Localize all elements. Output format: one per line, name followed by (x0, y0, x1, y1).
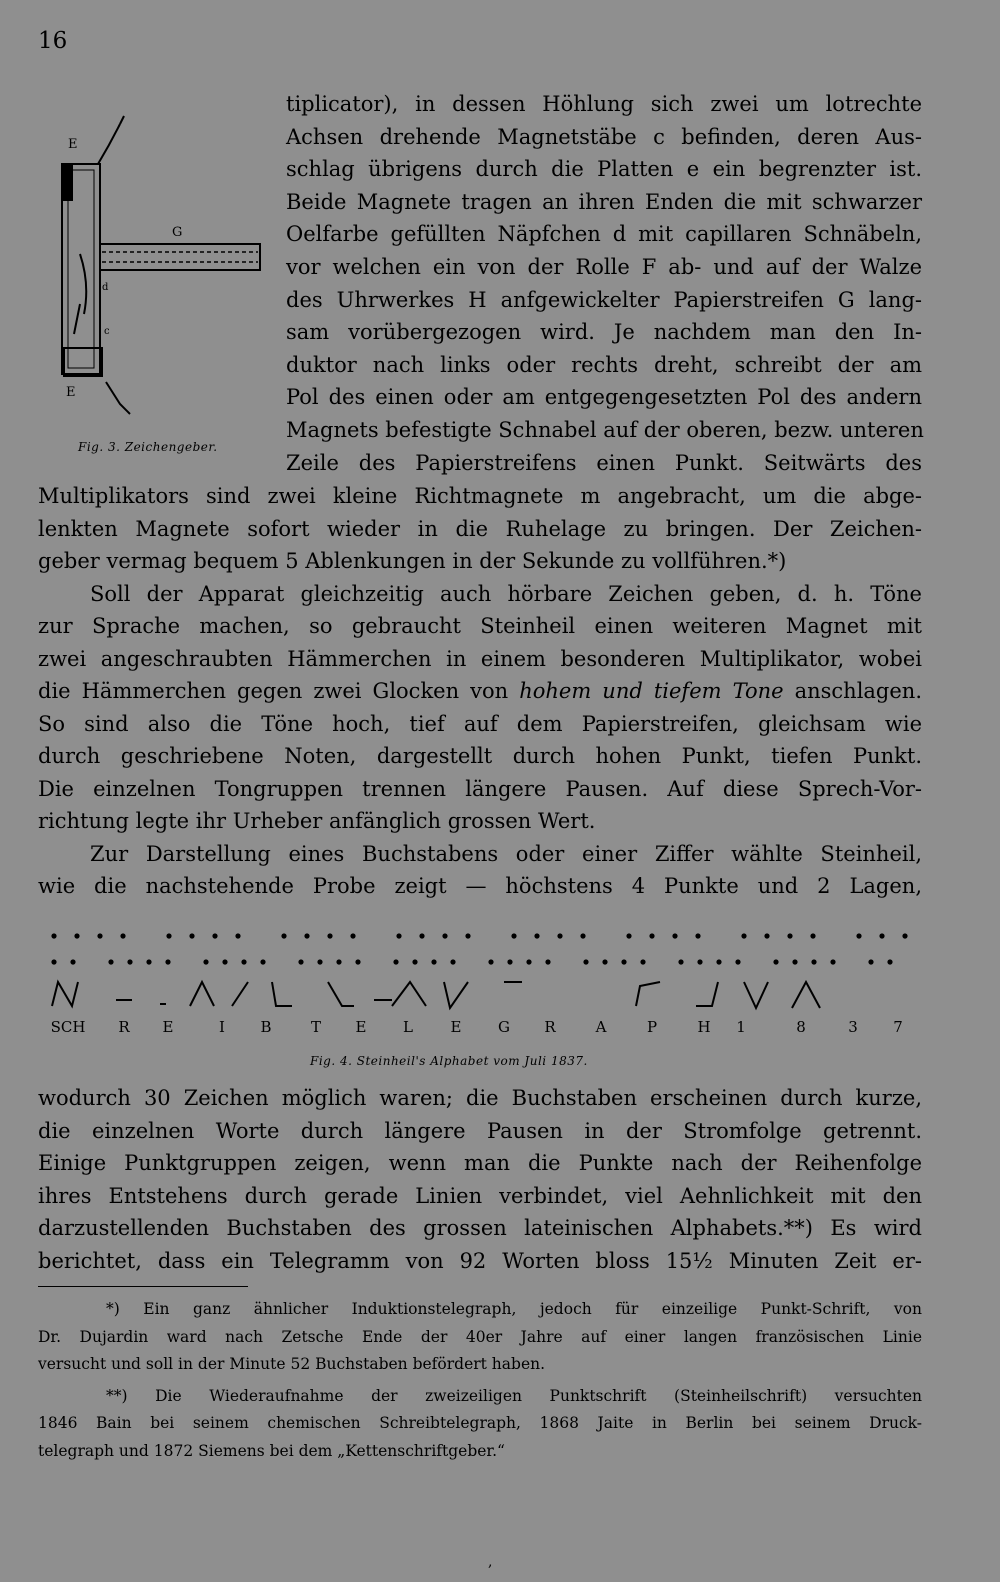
signal-dot (203, 959, 208, 964)
text-line: lenkten Magnete sofort wieder in die Ruhelage zu bringen. Der Zeichen- (38, 516, 922, 541)
signal-dot (887, 959, 892, 964)
alphabet-glyph-stroke (52, 982, 78, 1006)
signal-dot (304, 933, 309, 938)
signal-dot (583, 959, 588, 964)
signal-dot (716, 959, 721, 964)
signal-dot (108, 959, 113, 964)
alphabet-glyph-stroke (792, 982, 820, 1008)
signal-dot (241, 959, 246, 964)
signal-dot (787, 933, 792, 938)
signal-dot (442, 933, 447, 938)
signal-dot (393, 959, 398, 964)
alphabet-letter: E (162, 1018, 174, 1036)
footnote-line: 1846 Bain bei seinem chemischen Schreibtelegraph, 1868 Jaite in Berlin bei seinem Druck- (38, 1414, 922, 1432)
signal-dot (735, 959, 740, 964)
alphabet-letter: E (355, 1018, 367, 1036)
footnote-line: **) Die Wiederaufnahme der zweizeiligen Punktschrift (Steinheilschrift) versuchten (106, 1386, 922, 1405)
text-line: die einzelnen Worte durch längere Pausen in der Stromfolge getrennt. (38, 1118, 922, 1143)
signal-dot (695, 933, 700, 938)
signal-dot (412, 959, 417, 964)
signal-dot (856, 933, 861, 938)
alphabet-letter: H (697, 1018, 711, 1036)
text-line: berichtet, dass ein Telegramm von 92 Worten bloss 15½ Minuten Zeit er- (38, 1249, 922, 1273)
text-line: Oelfarbe gefüllten Näpfchen d mit capillaren Schnäbeln, (286, 222, 922, 247)
signal-dot (626, 933, 631, 938)
signal-dot (127, 959, 132, 964)
text-line: ihres Entstehens durch gerade Linien verbindet, viel Aehnlichkeit mit den (38, 1183, 922, 1208)
text-line: tiplicator), in dessen Höhlung sich zwei um lotrechte (286, 92, 922, 116)
alphabet-glyph-stroke (328, 982, 354, 1006)
alphabet-glyph-stroke (392, 982, 426, 1006)
footnote-line: versucht und soll in der Minute 52 Buchstaben befördert haben. (38, 1355, 546, 1373)
signal-dot (51, 933, 56, 938)
signal-dot (222, 959, 227, 964)
text-line: Beide Magnete tragen an ihren Enden die mit schwarzer (286, 189, 922, 214)
signal-dot (146, 959, 151, 964)
text-line: schlag übrigens durch die Platten e ein begrenzter ist. (286, 157, 922, 182)
signal-dot (830, 959, 835, 964)
alphabet-glyph-stroke (636, 982, 660, 1006)
text-line: sam vorübergezogen wird. Je nachdem man den In- (286, 320, 922, 345)
alphabet-letter: T (310, 1018, 322, 1036)
signal-dot (902, 933, 907, 938)
signal-dot (70, 959, 75, 964)
text-run: die Hämmerchen gegen zwei Glocken von (38, 679, 520, 703)
text-line: Magnets befestigte Schnabel auf der oberen, bezw. unteren (286, 418, 924, 442)
signal-dot (545, 959, 550, 964)
signal-dot (511, 933, 516, 938)
signal-dot (580, 933, 585, 938)
signal-dot (764, 933, 769, 938)
signal-dot (640, 959, 645, 964)
signal-dot (810, 933, 815, 938)
italic-run: hohem und tiefem Tone (519, 679, 784, 703)
alphabet-glyph-stroke (744, 982, 768, 1008)
alphabet-letter: SCH (50, 1018, 86, 1036)
alphabet-letter: G (498, 1018, 510, 1036)
figure-4-alphabet (36, 926, 926, 1054)
signal-dot (621, 959, 626, 964)
text-line: Achsen drehende Magnetstäbe c befinden, deren Aus- (286, 124, 922, 149)
alphabet-letter: R (544, 1018, 556, 1036)
signal-dot (534, 933, 539, 938)
text-line (38, 679, 922, 703)
signal-dot (355, 959, 360, 964)
text-line: vor welchen ein von der Rolle F ab- und auf der Walze (286, 255, 922, 279)
alphabet-letter: E (450, 1018, 462, 1036)
signal-dot (51, 959, 56, 964)
text-line: des Uhrwerkes H anfgewickelter Papierstreifen G lang- (286, 287, 922, 312)
label-c: c (104, 326, 110, 337)
text-line: Die einzelnen Tongruppen trennen längere Pausen. Auf diese Sprech-Vor- (38, 776, 922, 801)
text-line: Zeile des Papierstreifens einen Punkt. Seitwärts des (286, 450, 922, 475)
figure-3-zeichengeber (50, 104, 270, 464)
footnote-line: *) Ein ganz ähnlicher Induktionstelegraph, jedoch für einzeilige Punkt-Schrift, von (106, 1300, 922, 1318)
signal-dot (678, 959, 683, 964)
signal-dot (507, 959, 512, 964)
text-run: anschlagen. (783, 679, 922, 703)
figure-4-caption: Fig. 4. Steinheil's Alphabet vom Juli 1837. (310, 1054, 588, 1068)
text-line: Zur Darstellung eines Buchstabens oder einer Ziffer wählte Steinheil, (90, 841, 922, 866)
text-line: duktor nach links oder rechts dreht, schreibt der am (286, 352, 922, 377)
signal-dot (327, 933, 332, 938)
signal-dot (74, 933, 79, 938)
text-line: zur Sprache machen, so gebraucht Steinheil einen weiteren Magnet mit (38, 614, 922, 638)
text-line: Multiplikators sind zwei kleine Richtmagnete m angebracht, um die abge- (38, 484, 922, 508)
signal-dot (166, 933, 171, 938)
signal-dot (672, 933, 677, 938)
signal-dot (879, 933, 884, 938)
text-line: Soll der Apparat gleichzeitig auch hörbare Zeichen geben, d. h. Töne (90, 581, 922, 606)
signal-dot (741, 933, 746, 938)
alphabet-letter: 3 (848, 1018, 858, 1036)
signal-dot (811, 959, 816, 964)
signal-dot (868, 959, 873, 964)
signal-dot (317, 959, 322, 964)
text-line: zwei angeschraubten Hämmerchen in einem besonderen Multiplikator, wobei (38, 646, 922, 671)
alphabet-letter: P (646, 1018, 658, 1036)
signal-dot (189, 933, 194, 938)
text-line: wodurch 30 Zeichen möglich waren; die Buchstaben erscheinen durch kurze, (38, 1086, 922, 1110)
label-e-top: E (68, 137, 78, 152)
signal-dot (396, 933, 401, 938)
alphabet-letter: 7 (893, 1018, 903, 1036)
label-g: G (172, 225, 183, 240)
signal-dot (697, 959, 702, 964)
signal-dot (120, 933, 125, 938)
signal-dot (281, 933, 286, 938)
signal-dot (649, 933, 654, 938)
alphabet-letter: R (118, 1018, 130, 1036)
signal-dot (602, 959, 607, 964)
alphabet-glyph-stroke (190, 982, 214, 1006)
alphabet-letter: A (595, 1018, 607, 1036)
page-mark: , (488, 1554, 493, 1570)
signal-dot (465, 933, 470, 938)
signal-dot (298, 959, 303, 964)
signal-dot (488, 959, 493, 964)
alphabet-glyph-stroke (272, 982, 292, 1006)
alphabet-letter: L (403, 1018, 413, 1036)
footnote-separator (38, 1286, 248, 1287)
page-number: 16 (38, 28, 68, 54)
signal-dot (773, 959, 778, 964)
footnote-line: telegraph und 1872 Siemens bei dem „Kettenschriftgeber.“ (38, 1441, 505, 1460)
label-d: d (102, 282, 109, 293)
signal-dot (557, 933, 562, 938)
signal-dot (212, 933, 217, 938)
signal-dot (350, 933, 355, 938)
alphabet-glyph-stroke (696, 982, 718, 1006)
signal-dot (450, 959, 455, 964)
alphabet-glyph-stroke (444, 982, 468, 1008)
alphabet-glyph-stroke (232, 982, 248, 1006)
alphabet-letter: B (260, 1018, 272, 1036)
text-line: Einige Punktgruppen zeigen, wenn man die Punkte nach der Reihenfolge (38, 1151, 922, 1176)
text-line: richtung legte ihr Urheber anfänglich grossen Wert. (38, 809, 596, 833)
signal-dot (260, 959, 265, 964)
text-line: darzustellenden Buchstaben des grossen lateinischen Alphabets.**) Es wird (38, 1216, 922, 1241)
footnote-line: Dr. Dujardin ward nach Zetsche Ende der 40er Jahre auf einer langen französischen Linie (38, 1327, 922, 1346)
signal-dot (419, 933, 424, 938)
signal-dot (431, 959, 436, 964)
text-line: geber vermag bequem 5 Ablenkungen in der Sekunde zu vollführen.*) (38, 549, 787, 573)
text-line: So sind also die Töne hoch, tief auf dem Papierstreifen, gleichsam wie (38, 711, 922, 736)
signal-dot (165, 959, 170, 964)
text-line: wie die nachstehende Probe zeigt — höchstens 4 Punkte und 2 Lagen, (38, 874, 922, 898)
signal-dot (235, 933, 240, 938)
text-line: Pol des einen oder am entgegengesetzten Pol des andern (286, 385, 922, 410)
figure-3-caption: Fig. 3. Zeichengeber. (78, 440, 218, 454)
signal-dot (526, 959, 531, 964)
signal-dot (792, 959, 797, 964)
alphabet-letter: 8 (796, 1018, 806, 1036)
label-e-bottom: E (66, 385, 76, 400)
signal-dot (97, 933, 102, 938)
text-line: durch geschriebene Noten, dargestellt durch hohen Punkt, tiefen Punkt. (38, 744, 922, 768)
alphabet-letter: 1 (736, 1018, 746, 1036)
alphabet-letter: I (219, 1018, 225, 1036)
signal-dot (336, 959, 341, 964)
